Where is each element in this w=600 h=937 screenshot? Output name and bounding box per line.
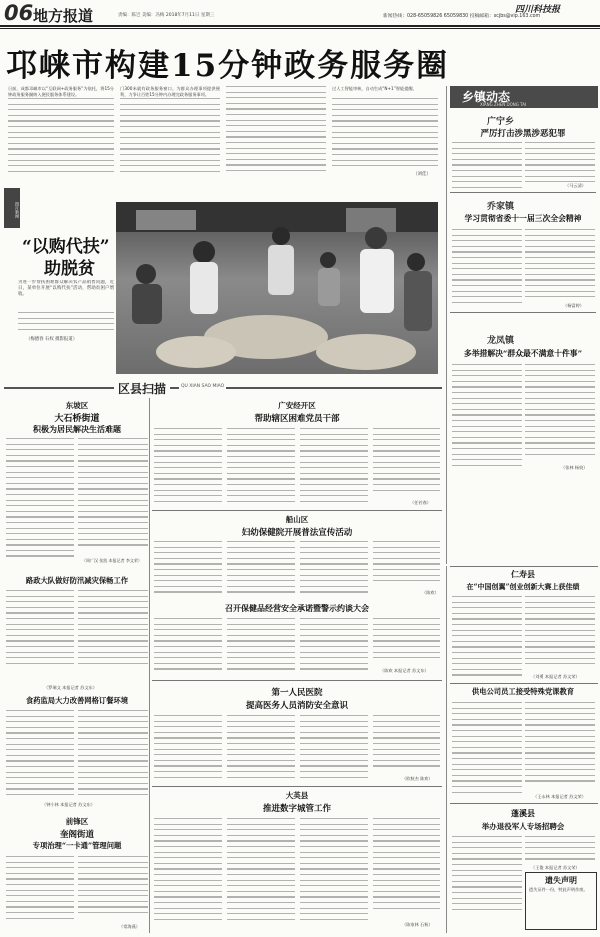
lead-col-3 — [226, 86, 326, 178]
town-credit-3: （张林 杨姣） — [561, 465, 588, 470]
town-body-2 — [452, 229, 522, 309]
town-panel-pinyin: XIANG ZHEN DONG TAI — [480, 102, 527, 107]
hospital-body-2 — [227, 715, 295, 781]
anquan-body-4 — [373, 618, 440, 664]
town-panel-header — [450, 86, 598, 108]
qianfeng-credit: （常海燕） — [119, 924, 140, 929]
photo-image — [116, 202, 438, 374]
page-number: 06 — [4, 1, 34, 25]
town-body-3 — [452, 364, 522, 472]
food-title: 食药监局大力改善网格订餐环境 — [25, 696, 129, 705]
column-right — [446, 566, 598, 933]
town-headline-3: 多举措解决“群众最不满意十件事” — [463, 349, 583, 358]
town-credit-1: （马云清） — [565, 183, 586, 188]
hospital-body-3 — [300, 715, 368, 781]
daying-body-3 — [300, 818, 368, 928]
contact-line: 新闻热线：028-65059826 65059830 投稿邮箱：scjbs@vip.163.com — [383, 14, 541, 19]
flood-body-b — [78, 590, 148, 670]
town-place-2: 乔家镇 — [487, 202, 515, 212]
qianfeng-title-2: 专项治理“一卡通”管理问题 — [32, 841, 122, 850]
qianfeng-body-b — [78, 856, 148, 922]
flood-credit: （罗瑞文 本报记者 苏文东） — [44, 685, 97, 690]
anquan-body-3 — [300, 618, 368, 672]
qianfeng-title-1: 奎阁街道 — [59, 830, 94, 840]
district-bar-title: 区县扫描 — [114, 380, 170, 397]
photo-story — [4, 188, 440, 376]
hospital-title-1: 第一人民医院 — [271, 688, 323, 698]
district-bar-pinyin: QU XIAN SAO MIAO — [181, 384, 225, 389]
dongpo-body — [6, 438, 74, 568]
renshou-credit: （刘勇 本报记者 苏文荣） — [531, 674, 580, 679]
anquan-title: 召开保健品经营安全承诺暨警示约谈大会 — [225, 603, 369, 613]
pengxi-credit: （王俊 本报记者 苏文荣） — [531, 865, 580, 870]
daying-district: 大英县 — [285, 791, 309, 800]
hospital-body-1 — [154, 715, 222, 781]
flood-body — [6, 590, 74, 670]
food-body-b — [78, 710, 148, 802]
guangan-title: 帮助辖区困难党员干部 — [254, 414, 340, 424]
lead-col-4 — [332, 98, 438, 170]
gongxiao-body-2 — [525, 702, 595, 792]
divider-mid-2 — [152, 680, 442, 681]
guangan-body-2 — [227, 428, 295, 506]
town-divider-1 — [450, 192, 596, 193]
town-body-1b — [525, 142, 595, 186]
notice-text: 遗失证件一份，特此声明作废。 — [529, 887, 588, 892]
photo-title-2: 助脱贫 — [44, 259, 95, 279]
anquan-body-1 — [154, 618, 222, 672]
renshou-body-1 — [452, 596, 522, 680]
column-left — [4, 398, 150, 933]
chuanshan-credit: （陈欢） — [422, 590, 439, 595]
chuanshan-body-3 — [300, 541, 368, 597]
notice-box — [525, 872, 597, 930]
pengxi-title: 举办退役军人专场招聘会 — [481, 822, 565, 831]
lead-body — [8, 86, 440, 179]
masthead-rule-thin — [0, 28, 600, 29]
dongpo-title-2: 积极为居民解决生活难题 — [33, 424, 121, 434]
hospital-credit: （欧秋杰 陈欢） — [402, 776, 433, 781]
daying-title: 推进数字城管工作 — [262, 804, 331, 814]
divider-mid-1 — [152, 510, 442, 511]
lead-headline: 邛崃市构建15分钟政务服务圈 — [6, 48, 450, 84]
daying-body-2 — [227, 818, 295, 928]
section-title: 地方报道 — [33, 7, 94, 25]
lead-intro-right: 过人工智能审核，自动生成“N+1”智能提醒。 — [332, 86, 417, 91]
district-bar — [4, 380, 442, 396]
masthead-rule — [0, 25, 600, 27]
chuanshan-body-2 — [227, 541, 295, 597]
gongxiao-credit: （王永林 本报记者 苏文荣） — [533, 794, 586, 799]
chuanshan-body-4 — [373, 541, 440, 589]
divider-right-top — [450, 566, 598, 567]
renshou-title: 在“中国创翼”创业创新大赛上获佳绩 — [466, 582, 580, 591]
photo-caption: 为进一步帮扶困难群众解决农产品销售问题，近日，某单位开展“以购代扶”活动，帮助贫困户增收。 — [18, 280, 114, 297]
photo-credit: （梅德春 石权 摄影报道） — [26, 337, 78, 342]
food-body — [6, 710, 74, 802]
town-panel — [446, 86, 598, 564]
town-place-1: 广宁乡 — [487, 117, 515, 127]
paper-name: 四川科技报 — [515, 5, 561, 15]
town-place-3: 龙凤镇 — [487, 336, 515, 346]
chuanshan-body-1 — [154, 541, 222, 597]
guangan-body-4 — [373, 428, 440, 498]
renshou-body-2 — [525, 596, 595, 672]
anquan-credit: （陈欢 本报记者 苏文东） — [380, 668, 429, 673]
hospital-title-2: 提高医务人员消防安全意识 — [245, 701, 348, 711]
town-headline-2: 学习贯彻省委十一届三次全会精神 — [464, 214, 582, 223]
chuanshan-title: 妇幼保健院开展普法宣传活动 — [241, 528, 353, 538]
divider-right-1 — [450, 683, 598, 684]
town-body-2b — [525, 229, 595, 303]
town-body-3b — [525, 364, 595, 464]
town-divider-2 — [450, 312, 596, 313]
editor-meta: 责编：陈岂 美编：冯梅 2018年7月11日 星期三 — [118, 13, 215, 18]
guangan-body-1 — [154, 428, 222, 506]
chuanshan-district: 船山区 — [285, 515, 309, 524]
divider-mid-3 — [152, 786, 442, 787]
gongxiao-body-1 — [452, 702, 522, 800]
renshou-district: 仁寿县 — [511, 569, 535, 579]
gongxiao-title: 供电公司员工接受特殊党课教育 — [471, 687, 575, 696]
food-credit: （钟小林 本报记者 苏文东） — [42, 802, 95, 807]
hospital-body-4 — [373, 715, 440, 773]
photo-title-1: “以购代扶” — [22, 237, 110, 257]
lead-col-1 — [8, 98, 114, 178]
lead-intro-left: 日前，成都邛崃市以“互联网+政务服务”为依托，将15分钟政务服务圈纳入便民服务体系建设。 — [8, 86, 114, 97]
dongpo-district: 东坡区 — [65, 401, 89, 410]
lead-byline: （刘佳） — [413, 172, 431, 177]
column-middle — [152, 398, 442, 933]
pengxi-body-2 — [525, 836, 595, 864]
dongpo-body-b — [78, 438, 148, 556]
pengxi-district: 蓬溪县 — [511, 808, 535, 818]
anquan-body-2 — [227, 618, 295, 672]
qianfeng-body — [6, 856, 74, 926]
daying-body-1 — [154, 818, 222, 928]
daying-credit: （陈家林 石秋） — [402, 922, 433, 927]
dongpo-title-1: 大石桥街道 — [54, 414, 100, 424]
photo-caption-lines — [18, 312, 114, 334]
guangan-district: 广安经开区 — [278, 401, 316, 410]
qianfeng-district: 前锋区 — [65, 817, 89, 826]
photo-tag: 图片新闻 — [4, 188, 20, 228]
lead-intro-mid: 门300米就有政务服务窗口。为群众办理事项提供便利，力争让百姓15分钟内办理完政务服务事项。 — [120, 86, 220, 97]
lead-col-2 — [120, 98, 220, 178]
dongpo-credit: （周广汉 张凯 本报记者 李文荣） — [82, 558, 142, 563]
masthead — [0, 0, 600, 34]
guangan-body-3 — [300, 428, 368, 506]
flood-title: 路政大队做好防汛减灾保畅工作 — [25, 576, 129, 585]
guangan-credit: （任若春） — [410, 500, 431, 505]
town-panel-title: 乡镇动态 — [462, 90, 511, 104]
notice-title: 遗失声明 — [545, 875, 577, 885]
daying-body-4 — [373, 818, 440, 918]
pengxi-body-1 — [452, 836, 522, 918]
town-headline-1: 严厉打击涉黑涉恶犯罪 — [480, 129, 566, 139]
divider-right-2 — [450, 803, 598, 804]
town-body-1 — [452, 142, 522, 190]
town-credit-2: （杨富婷） — [563, 303, 584, 308]
